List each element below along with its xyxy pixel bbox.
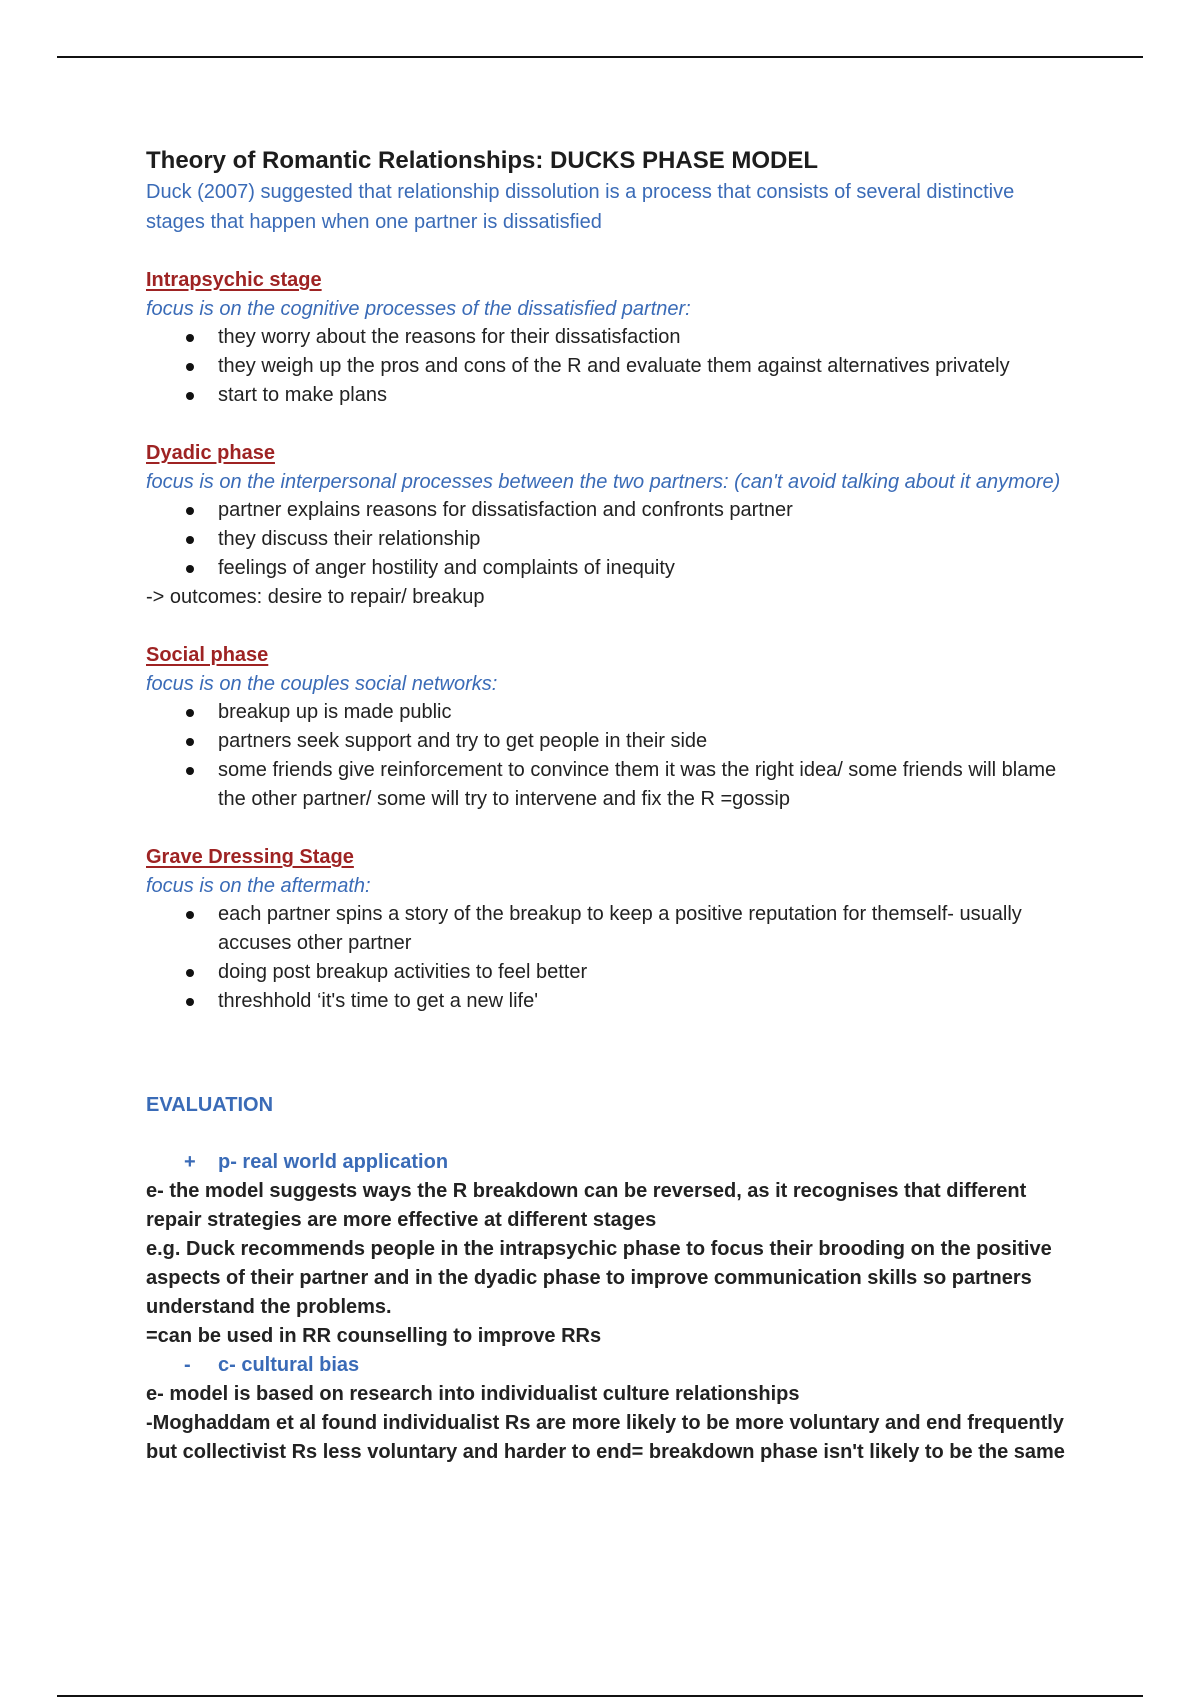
bullet-item: partners seek support and try to get people in their side (218, 727, 1066, 756)
evaluation-section (146, 1090, 1066, 1467)
minus-marker: - (184, 1354, 191, 1376)
bullet-item: partner explains reasons for dissatisfaction and confronts partner (218, 496, 1066, 525)
stage-focus: focus is on the couples social networks: (146, 673, 498, 695)
point-text: =can be used in RR counselling to improve RRs (146, 1325, 602, 1347)
bullet-item: they weigh up the pros and cons of the R and evaluate them against alternatives privately (218, 352, 1066, 381)
stage-focus: focus is on the aftermath: (146, 875, 371, 897)
stage-social (146, 640, 1066, 814)
bullet-list (146, 698, 1066, 814)
bottom-rule (57, 1695, 1143, 1697)
bullet-item: threshhold ‘it's time to get a new life' (218, 987, 1066, 1016)
point-label: c- cultural bias (218, 1354, 360, 1376)
stage-heading: Social phase (146, 644, 269, 666)
bullet-list (146, 900, 1066, 1016)
bullet-item: each partner spins a story of the breakup to keep a positive reputation for themself- usually accuses other partner (218, 900, 1066, 958)
bullet-item: they worry about the reasons for their dissatisfaction (218, 323, 1066, 352)
stage-outcome: -> outcomes: desire to repair/ breakup (146, 586, 485, 608)
point-label: p- real world application (218, 1151, 449, 1173)
stage-focus: focus is on the interpersonal processes between the two partners: (can't avoid talking about it anymore) (146, 471, 1061, 493)
stage-intrapsychic (146, 265, 1066, 410)
bullet-list (146, 496, 1066, 583)
point-text: -Moghaddam et al found individualist Rs are more likely to be more voluntary and end frequently but collectivist Rs less voluntary and harder to end= breakdown phase isn't likely to be the same (146, 1412, 1065, 1463)
bullet-item: breakup up is made public (218, 698, 1066, 727)
evaluation-point-positive (146, 1148, 1066, 1177)
document-title: Theory of Romantic Relationships: DUCKS PHASE MODEL (146, 147, 819, 174)
stage-grave-dressing (146, 842, 1066, 1016)
point-text: e- model is based on research into individualist culture relationships (146, 1383, 800, 1405)
evaluation-heading: EVALUATION (146, 1094, 274, 1116)
point-text: e.g. Duck recommends people in the intrapsychic phase to focus their brooding on the positive aspects of their partner and in the dyadic phase to improve communication skills so partners understand the problems. (146, 1238, 1052, 1318)
bullet-item: start to make plans (218, 381, 1066, 410)
bullet-item: doing post breakup activities to feel better (218, 958, 1066, 987)
bullet-item: they discuss their relationship (218, 525, 1066, 554)
point-text: e- the model suggests ways the R breakdown can be reversed, as it recognises that different repair strategies are more effective at different stages (146, 1180, 1027, 1231)
stage-heading: Grave Dressing Stage (146, 846, 354, 868)
top-rule (57, 56, 1143, 58)
stage-heading: Intrapsychic stage (146, 269, 322, 291)
bullet-item: feelings of anger hostility and complaints of inequity (218, 554, 1066, 583)
stage-heading: Dyadic phase (146, 442, 275, 464)
bullet-list (146, 323, 1066, 410)
evaluation-point-negative (146, 1351, 1066, 1380)
bullet-item: some friends give reinforcement to convince them it was the right idea/ some friends will blame the other partner/ some will try to intervene and fix the R =gossip (218, 756, 1066, 814)
stage-focus: focus is on the cognitive processes of the dissatisfied partner: (146, 298, 691, 320)
document-page (146, 145, 1066, 1467)
document-intro: Duck (2007) suggested that relationship dissolution is a process that consists of several distinctive stages that happen when one partner is dissatisfied (146, 181, 1015, 233)
stage-dyadic (146, 438, 1066, 612)
plus-marker: + (184, 1151, 196, 1173)
